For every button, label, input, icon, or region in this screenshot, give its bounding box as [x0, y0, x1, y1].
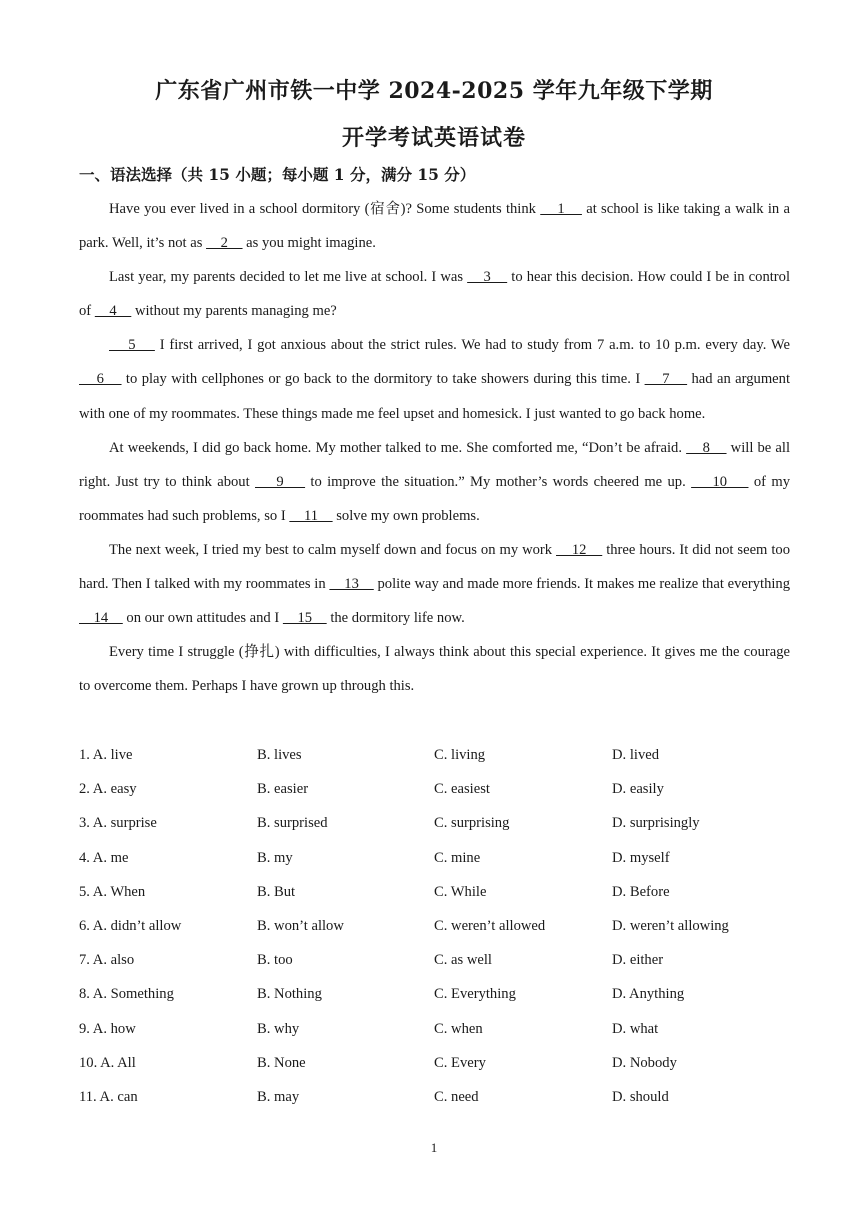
option-b: B. won’t allow [257, 917, 344, 934]
option-d: D. either [612, 952, 664, 969]
option-d: D. Anything [612, 986, 685, 1003]
option-d: D. myself [612, 849, 670, 866]
option-d: D. surprisingly [612, 815, 700, 832]
option-a: 9. A. how [79, 1020, 136, 1037]
answer-blank: 13 [329, 576, 374, 593]
option-a: 7. A. also [79, 952, 135, 969]
answer-blank: 11 [289, 507, 333, 524]
option-b: B. None [257, 1054, 306, 1071]
option-a: 2. A. easy [79, 781, 137, 798]
paragraph: The next week, I tried my best to calm myself down and focus on my work 12 three hours. It did not seem too hard. Then I talked with my roommates in 13 polite way and made more friends. It makes me realize that everything 14 on our own attitudes and I 15 the dormitory life now. [79, 541, 791, 627]
option-c: C. easiest [434, 781, 490, 798]
question-options-1 [79, 738, 790, 772]
answer-blank: 3 [467, 269, 508, 286]
answer-blank: 14 [79, 610, 123, 627]
option-d: D. lived [612, 747, 660, 763]
option-b: B. may [257, 1088, 300, 1105]
paragraph: At weekends, I did go back home. My mother talked to me. She comforted me, “Don’t be afraid. 8 will be all right. Just try to think about 9 to improve the situation.” My mother’s words cheered me up. 10 of my roommates had such problems, so I 11 solve my own problems. [79, 439, 791, 524]
option-b: B. why [257, 1020, 300, 1037]
question-options-3 [79, 806, 790, 840]
answer-blank: 2 [206, 235, 243, 252]
answer-blank: 10 [691, 473, 749, 490]
option-d: D. what [612, 1020, 659, 1037]
option-c: C. mine [434, 849, 481, 866]
option-a: 3. A. surprise [79, 815, 157, 832]
answer-blank: 1 [540, 201, 582, 217]
answer-blank: 12 [556, 541, 603, 558]
question-options-11 [79, 1080, 790, 1114]
page-number: 1 [430, 1140, 438, 1155]
answer-blank: 5 [109, 337, 155, 354]
option-c: C. surprising [434, 815, 510, 832]
option-c: C. need [434, 1088, 479, 1105]
paragraph: Last year, my parents decided to let me live at school. I was 3 to hear this decision. How could I be in control of 4 without my parents managing me? [79, 269, 791, 320]
answer-blank: 8 [686, 439, 727, 456]
question-options-7 [79, 943, 790, 977]
option-b: B. my [257, 849, 293, 866]
paragraph: 5 I first arrived, I got anxious about the strict rules. We had to study from 7 a.m. to 10 p.m. every day. We 6 to play with cellphones or go back to the dormitory to take showers during this time. I 7 had an argument with one of my roommates. These things made me feel upset and homesick. I just wanted to go back home. [79, 337, 791, 422]
option-b: B. lives [257, 747, 302, 763]
answer-blank: 15 [282, 610, 327, 627]
question-options-9 [79, 1012, 790, 1046]
option-a: 5. A. When [79, 883, 146, 900]
option-a: 11. A. can [79, 1088, 138, 1105]
answer-blank: 6 [79, 371, 122, 388]
option-c: C. weren’t allowed [434, 917, 546, 934]
option-c: C. While [434, 883, 487, 900]
answer-options [79, 738, 790, 1114]
reading-passage [79, 192, 790, 703]
question-options-2 [79, 772, 790, 806]
option-a: 8. A. Something [79, 986, 174, 1003]
option-c: C. living [434, 747, 486, 763]
option-b: B. too [257, 952, 293, 969]
option-c: C. Every [434, 1054, 486, 1071]
question-options-10 [79, 1046, 790, 1080]
option-d: D. weren’t allowing [612, 917, 729, 934]
option-d: D. should [612, 1088, 669, 1105]
answer-blank: 4 [94, 303, 132, 320]
option-c: C. Everything [434, 986, 516, 1003]
question-options-5 [79, 875, 790, 909]
option-b: B. Nothing [257, 986, 322, 1003]
question-options-8 [79, 977, 790, 1011]
option-d: D. easily [612, 781, 664, 798]
option-d: D. Before [612, 883, 670, 900]
option-c: C. when [434, 1020, 483, 1037]
option-a: 4. A. me [79, 849, 129, 866]
answer-blank: 9 [255, 473, 306, 490]
option-a: 6. A. didn’t allow [79, 917, 182, 934]
option-b: B. But [257, 883, 296, 900]
paragraph: Have you ever lived in a school dormitory (宿舍)? Some students think 1 at school is like taking a walk in a park. Well, it’s not as 2 as you might imagine. [79, 201, 790, 252]
paragraph: Every time I struggle (挣扎) with difficulties, I always think about this special experience. It gives me the courage to overcome them. Perhaps I have grown up through this. [79, 644, 790, 695]
question-options-6 [79, 909, 790, 943]
option-b: B. surprised [257, 815, 328, 832]
option-b: B. easier [257, 781, 309, 798]
exam-title-line1: 广东省广州市铁一中学 2024-2025 学年九年级下学期 [155, 78, 713, 104]
section-heading: 一、语法选择（共 15 小题；每小题 1 分，满分 15 分） [79, 165, 476, 184]
option-d: D. Nobody [612, 1054, 677, 1071]
exam-title-line2: 开学考试英语试卷 [341, 125, 526, 151]
option-a: 10. A. All [79, 1054, 136, 1071]
question-options-4 [79, 841, 790, 875]
answer-blank: 7 [644, 371, 688, 388]
option-a: 1. A. live [79, 747, 133, 763]
option-c: C. as well [434, 952, 492, 969]
